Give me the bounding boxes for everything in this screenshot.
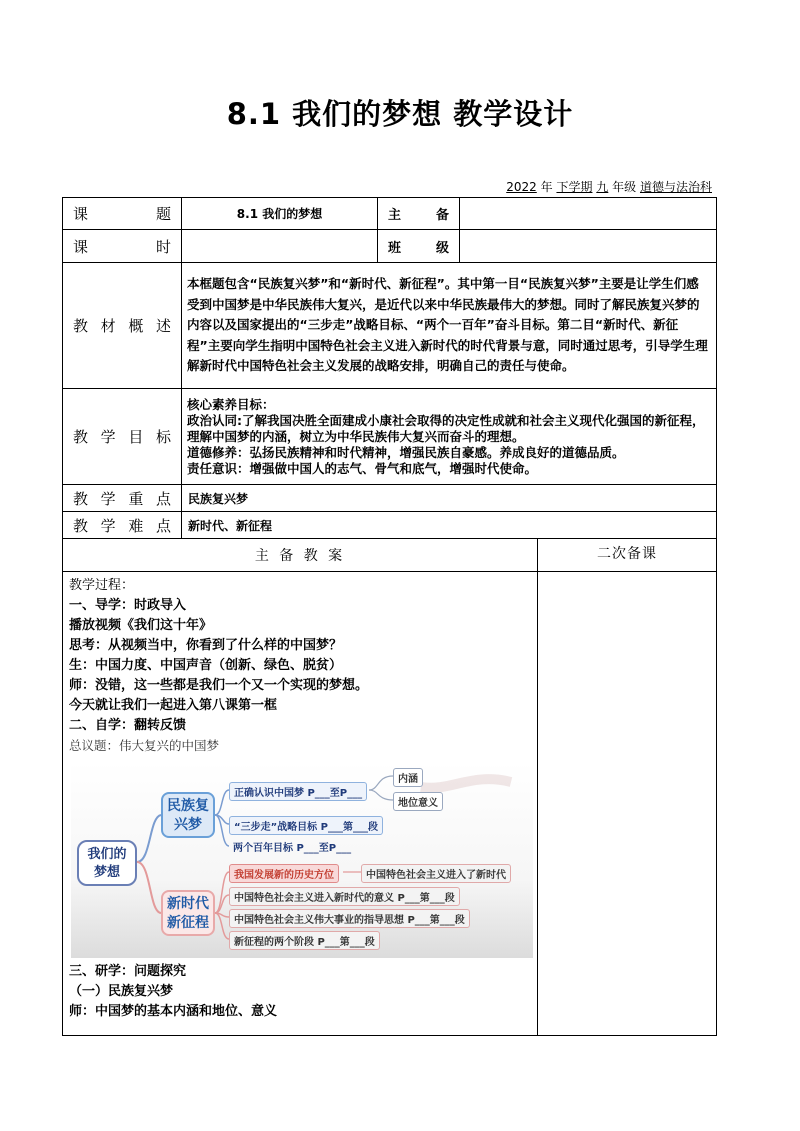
goal-line: 核心素养目标：: [187, 396, 275, 412]
overview-label: 教材概述: [63, 263, 182, 389]
process-line: （一）民族复兴梦: [69, 984, 174, 999]
meta-year: 2022: [506, 180, 537, 194]
process-line: 一、导学：时政导入: [69, 598, 187, 613]
page-title: 8.1 我们的梦想 教学设计: [226, 97, 574, 131]
topic-value: 8.1 我们的梦想: [182, 198, 378, 230]
plan-header: 主 备 教 案: [63, 539, 538, 572]
process-line: 生：中国力度、中国声音（创新、绿色、脱贫）: [69, 658, 343, 673]
process-line: 今天就让我们一起进入第八课第一框: [69, 698, 278, 713]
goals-cell: [182, 389, 717, 485]
mind-map-branch-new-era: 新时代 新征程: [161, 890, 215, 936]
second-prep-cell: [538, 572, 717, 1036]
class-value: [460, 230, 717, 263]
process-line: 三、研学：问题探究: [69, 964, 187, 979]
overall-topic: 总议题：伟大复兴的中国梦: [69, 738, 220, 753]
meta-term: 下学期: [556, 180, 593, 194]
mind-map-branch-revival: 民族复 兴梦: [161, 792, 215, 838]
mind-map-leaf: 两个百年目标 P___至P___: [233, 843, 352, 854]
preparer-label: 主 备: [378, 198, 460, 230]
key-point-value: 民族复兴梦: [182, 485, 717, 512]
goals-label: 教学目标: [63, 389, 182, 485]
process-line: 师：中国梦的基本内涵和地位、意义: [69, 1004, 278, 1019]
meta-grade: 九: [596, 180, 609, 194]
process-intro: 教学过程：: [69, 578, 135, 593]
difficulty-label: 教学难点: [63, 512, 182, 539]
process-line: 播放视频《我们这十年》: [69, 618, 213, 633]
period-value: [182, 230, 378, 263]
goal-line: 道德修养：弘扬民族精神和时代精神，增强民族自豪感。养成良好的道德品质。: [187, 444, 625, 460]
mind-map-leaf: 正确认识中国梦 P___至P___: [229, 782, 367, 801]
mind-map-leaf: 新征程的两个阶段 P___第___段: [229, 931, 380, 950]
process-line: 思考：从视频当中，你看到了什么样的中国梦？: [69, 638, 343, 653]
mind-map-leaf-highlight: 我国发展新的历史方位: [229, 864, 339, 883]
class-label: 班 级: [378, 230, 460, 263]
mind-map-root: 我们的 梦想: [77, 840, 137, 886]
mind-map-leaf: 中国特色社会主义进入新时代的意义 P___第___段: [229, 887, 460, 906]
process-cell: [63, 572, 538, 1036]
course-meta: [492, 178, 712, 195]
mind-map-subleaf: 地位意义: [393, 792, 443, 811]
meta-subject: 道德与法治科: [639, 180, 712, 194]
topic-label: 课 题: [63, 198, 182, 230]
goal-line: 政治认同:了解我国决胜全面建成小康社会取得的决定性成就和社会主义现代化强国的新征程，理解中国梦的内涵，树立为中华民族伟大复兴而奋斗的理想。: [187, 412, 705, 444]
meta-year-suffix: 年: [540, 180, 553, 194]
key-point-label: 教学重点: [63, 485, 182, 512]
process-line: 师：没错，这一些都是我们一个又一个实现的梦想。: [69, 678, 369, 693]
overview-text: 本框题包含“民族复兴梦”和“新时代、新征程”。其中第一目“民族复兴梦”主要是让学生们感受到中国梦是中华民族伟大复兴，是近代以来中华民族最伟大的梦想。同时了解民族复兴梦的内容以及国家提出的“三步走”战略目标、“两个一百年”奋斗目标。第二目“新时代、新征程”主要向学生指明中国特色社会主义进入新时代的时代背景与意，同时通过思考，引导学生理解新时代中国特色社会主义发展的战略安排，明确自己的责任与使命。: [182, 263, 717, 389]
mind-map: [71, 762, 533, 958]
difficulty-value: 新时代、新征程: [182, 512, 717, 539]
goal-line: 责任意识：增强做中国人的志气、骨气和底气，增强时代使命。: [187, 460, 538, 476]
process-line: 二、自学：翻转反馈: [69, 718, 187, 733]
second-prep-header: 二次备课: [538, 539, 717, 572]
preparer-value: [460, 198, 717, 230]
mind-map-subleaf: 中国特色社会主义进入了新时代: [361, 864, 511, 883]
mind-map-leaf: “三步走”战略目标 P___第___段: [229, 816, 383, 835]
meta-grade-suffix: 年级: [612, 180, 637, 194]
mind-map-subleaf: 内涵: [393, 768, 423, 787]
period-label: 课 时: [63, 230, 182, 263]
lesson-table: [62, 197, 717, 1036]
mind-map-leaf: 中国特色社会主义伟大事业的指导思想 P___第___段: [229, 909, 470, 928]
